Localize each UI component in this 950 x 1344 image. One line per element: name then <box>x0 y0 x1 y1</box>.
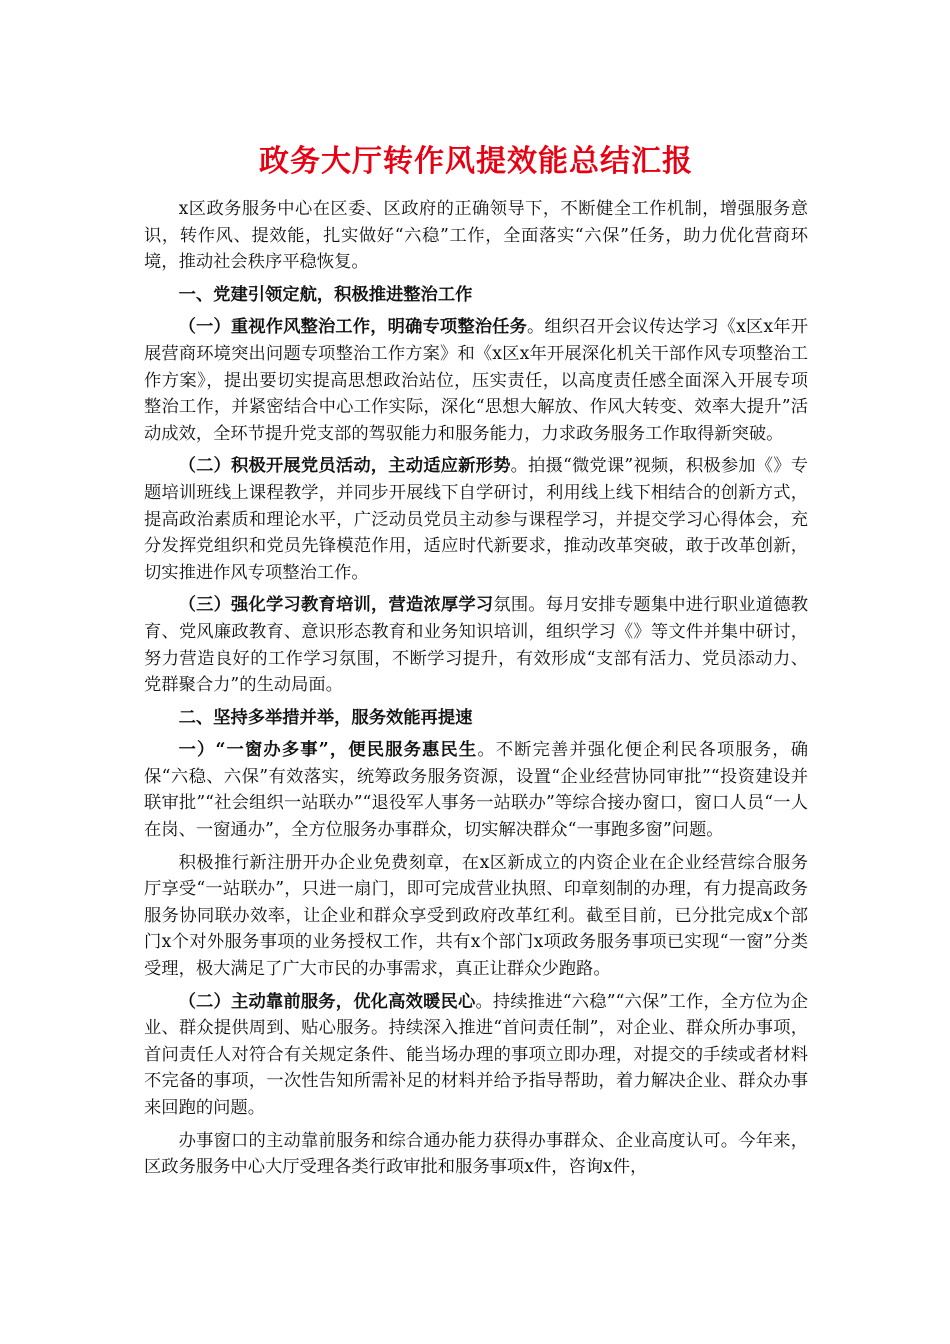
document-page <box>144 140 808 1187</box>
section-2-paragraph-2: 积极推行新注册开办企业免费刻章，在x区新成立的内资企业在企业经营综合服务厅享受“一站联办”，只进一扇门，即可完成营业执照、印章刻制的办理，有力提高政务服务协同联办效率，让企业和群众享受到政府改革红利。截至目前，已分批完成x个部门x个对外服务事项的业务授权工作，共有x个部门x项政务服务事项已实现“一窗”分类受理，极大满足了广大市民的办事需求，真正让群众少跑路。 <box>144 852 808 980</box>
section-2-paragraph-4: 办事窗口的主动靠前服务和综合通办能力获得办事群众、企业高度认可。今年来，区政务服务中心大厅受理各类行政审批和服务事项x件，咨询x件， <box>144 1130 808 1178</box>
paragraph-lead: 一）“一窗办多事”，便民服务惠民生 <box>178 740 478 761</box>
paragraph-body: 氛围。每月安排专题集中进行职业道德教育、党风廉政教育、意识形态教育和业务知识培训，组织学习《》等文件并集中研讨，努力营造良好的工作学习氛围，不断学习提升，有效形成“支部有活力、党员添动力、党群聚合力”的生动局面。 <box>144 595 808 696</box>
section-2-paragraph-3 <box>144 989 808 1122</box>
paragraph-body: 。组织召开会议传达学习《x区x年开展营商环境突出问题专项整治工作方案》和《x区x年开展深化机关干部作风专项整治工作方案》，提出要切实提高思想政治站位，压实责任，以高度责任感全面深入开展专项整治工作，并紧密结合中心工作实际，深化“思想大解放、作风大转变、效率大提升”活动成效，全环节提升党支部的驾驭能力和服务能力，力求政务服务工作取得新突破。 <box>144 317 808 444</box>
section-1-paragraph-3 <box>144 592 808 698</box>
section-2-paragraph-1 <box>144 737 808 843</box>
paragraph-lead: （二）积极开展党员活动，主动适应新形势 <box>178 456 511 477</box>
intro-paragraph: x区政务服务中心在区委、区政府的正确领导下，不断健全工作机制，增强服务意识，转作风、提效能，扎实做好“六稳”工作，全面落实“六保”任务，助力优化营商环境，推动社会秩序平稳恢复。 <box>144 199 808 273</box>
paragraph-body: 。持续推进“六稳”“六保”工作，全方位为企业、群众提供周到、贴心服务。持续深入推进“首问责任制”，对企业、群众所办事项，首问责任人对符合有关规定条件、能当场办理的事项立即办理，对提交的手续或者材料不完备的事项，一次性告知所需补足的材料并给予指导帮助，着力解决企业、群众办事来回跑的问题。 <box>144 991 808 1118</box>
paragraph-body: 。拍摄“微党课”视频，积极参加《》专题培训班线上课程教学，并同步开展线下自学研讨，利用线上线下相结合的创新方式，提高政治素质和理论水平，广泛动员党员主动参与课程学习，并提交学习心得体会，充分发挥党组织和党员先锋模范作用，适应时代新要求，推动改革突破，敢于改革创新，切实推进作风专项整治工作。 <box>144 456 808 583</box>
section-1-paragraph-2 <box>144 453 808 586</box>
section-1-paragraph-1 <box>144 314 808 447</box>
section-2-heading: 二、坚持多举措并举，服务效能再提速 <box>178 707 473 728</box>
paragraph-lead: （三）强化学习教育培训，营造浓厚学习 <box>178 595 494 616</box>
document-title: 政务大厅转作风提效能总结汇报 <box>259 144 693 179</box>
paragraph-lead: （二）主动靠前服务，优化高效暖民心 <box>178 991 476 1012</box>
paragraph-lead: （一）重视作风整治工作，明确专项整治任务 <box>178 317 528 338</box>
paragraph-body: 。不断完善并强化便企利民各项服务，确保“六稳、六保”有效落实，统筹政务服务资源，设置“企业经营协同审批”“投资建设并联审批”“社会组织一站联办”“退役军人事务一站联办”等综合接办窗口，窗口人员“一人在岗、一窗通办”，全方位服务办事群众，切实解决群众“一事跑多窗”问题。 <box>144 740 808 841</box>
section-1-heading: 一、党建引领定航，积极推进整治工作 <box>178 284 473 305</box>
